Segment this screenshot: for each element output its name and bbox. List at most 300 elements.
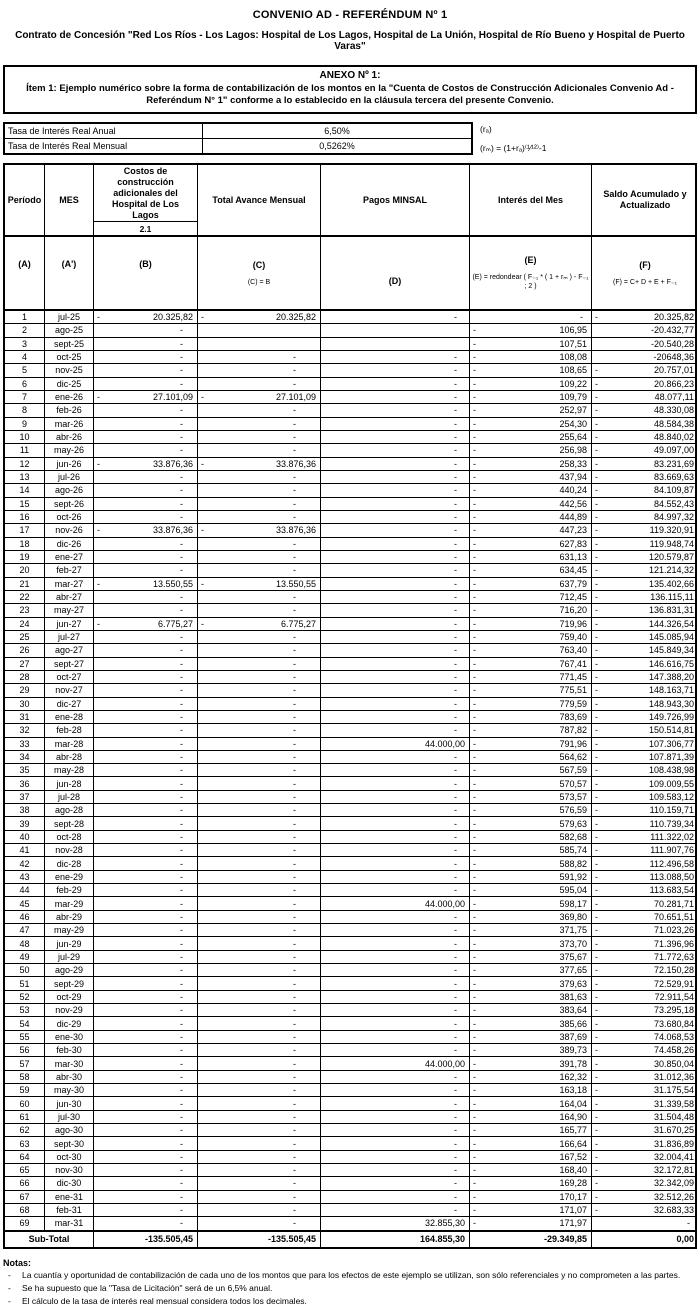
cell-avance: - xyxy=(198,897,321,909)
cell-saldo: - 84.997,32 xyxy=(595,512,694,523)
cell-saldo: - 72.150,28 xyxy=(595,965,694,976)
cell-costos: - xyxy=(94,418,198,430)
rate-annual-label: Tasa de Interés Real Anual xyxy=(5,124,203,138)
cell-periodo: 47 xyxy=(5,924,45,936)
cell-costos: - xyxy=(94,711,198,723)
letter-a: (A) xyxy=(5,237,45,309)
table-row xyxy=(5,1217,695,1229)
cell-pagos: - xyxy=(321,831,470,843)
cell-avance: - 33.876,36 xyxy=(198,458,321,470)
cell-avance: - xyxy=(198,911,321,923)
cell-costos: - xyxy=(94,871,198,883)
cell-mes: nov-28 xyxy=(45,844,94,856)
cell-pagos: - xyxy=(321,1137,470,1149)
cell-mes: jul-28 xyxy=(45,791,94,803)
cell-pagos: - xyxy=(321,751,470,763)
cell-avance: - xyxy=(198,484,321,496)
cell-interes: - 787,82 xyxy=(470,724,592,736)
cell-saldo: -20648,36 xyxy=(653,352,694,363)
cell-pagos: - xyxy=(321,698,470,710)
cell-saldo: - 49.097,00 xyxy=(595,445,694,456)
cell-pagos: - xyxy=(321,471,470,483)
cell-avance: - xyxy=(198,471,321,483)
cell-mes: jul-26 xyxy=(45,471,94,483)
cell-costos: - xyxy=(94,911,198,923)
cell-avance: - xyxy=(198,804,321,816)
table-row xyxy=(5,764,695,777)
cell-saldo: - 109.583,12 xyxy=(595,791,694,802)
cell-avance: - xyxy=(198,444,321,456)
anexo-heading: ANEXO Nº 1: xyxy=(319,70,381,81)
subtotal-row xyxy=(5,1230,695,1247)
cell-interes: - 591,92 xyxy=(470,871,592,883)
table-row xyxy=(5,1084,695,1097)
cell-pagos: - xyxy=(321,924,470,936)
cell-pagos: - xyxy=(321,658,470,670)
cell-costos: - 33.876,36 xyxy=(94,458,198,470)
cell-saldo: - 136.115,11 xyxy=(595,592,694,603)
cell-costos: - xyxy=(94,538,198,550)
cell-periodo: 42 xyxy=(5,857,45,869)
cell-costos: - xyxy=(94,671,198,683)
cell-interes: - 162,32 xyxy=(470,1071,592,1083)
rates-section xyxy=(3,122,697,155)
cell-periodo: 16 xyxy=(5,511,45,523)
cell-interes: - 387,69 xyxy=(470,1031,592,1043)
letter-e: (E) (E) = redondear ( F₋₁ * ( 1 + rₘ ) - F₋₁ ; 2 ) xyxy=(470,237,592,309)
cell-mes: nov-29 xyxy=(45,1004,94,1016)
cell-mes: jun-26 xyxy=(45,458,94,470)
cell-avance: - xyxy=(198,538,321,550)
cell-saldo: - 121.214,32 xyxy=(595,565,694,576)
cell-periodo: 33 xyxy=(5,738,45,750)
cell-saldo: - 32.004,41 xyxy=(595,1151,694,1162)
cell-saldo: - 74.068,53 xyxy=(595,1031,694,1042)
cell-periodo: 6 xyxy=(5,378,45,390)
cell-saldo: - 48.840,02 xyxy=(595,432,694,443)
cell-periodo: 32 xyxy=(5,724,45,736)
cell-interes: - 167,52 xyxy=(470,1151,592,1163)
cell-costos: - 6.775,27 xyxy=(94,618,198,630)
table-row xyxy=(5,1017,695,1030)
cell-saldo: - 136.831,31 xyxy=(595,605,694,616)
cell-avance: - xyxy=(198,1164,321,1176)
cell-interes: - 585,74 xyxy=(470,844,592,856)
cell-costos: - xyxy=(94,1084,198,1096)
cell-costos: - xyxy=(94,431,198,443)
cell-pagos: 44.000,00 xyxy=(321,738,470,750)
cell-mes: mar-29 xyxy=(45,897,94,909)
cell-interes: - 254,30 xyxy=(470,418,592,430)
cell-mes: feb-28 xyxy=(45,724,94,736)
cell-mes: jul-25 xyxy=(45,311,94,323)
cell-mes: dic-25 xyxy=(45,378,94,390)
cell-saldo: - 148.163,71 xyxy=(595,685,694,696)
cell-pagos xyxy=(321,338,470,350)
cell-avance: - xyxy=(198,937,321,949)
cell-interes: - 442,56 xyxy=(470,498,592,510)
cell-periodo: 53 xyxy=(5,1004,45,1016)
table-row xyxy=(5,591,695,604)
cell-pagos: - xyxy=(321,1177,470,1189)
cell-costos: - 13.550,55 xyxy=(94,578,198,590)
header-costos xyxy=(94,165,198,235)
cell-mes: ene-27 xyxy=(45,551,94,563)
cell-periodo: 15 xyxy=(5,498,45,510)
cell-avance: - xyxy=(198,1031,321,1043)
cell-pagos: - xyxy=(321,711,470,723)
cell-costos: - xyxy=(94,1124,198,1136)
cell-periodo: 55 xyxy=(5,1031,45,1043)
cell-avance: - xyxy=(198,591,321,603)
header-interes-mes: Interés del Mes xyxy=(470,165,592,235)
table-row xyxy=(5,871,695,884)
cell-interes: - 106,95 xyxy=(470,324,592,336)
cell-pagos: - xyxy=(321,618,470,630)
cell-pagos: - xyxy=(321,311,470,323)
table-row xyxy=(5,711,695,724)
table-row xyxy=(5,458,695,471)
note-dash: - xyxy=(8,1295,11,1306)
cell-costos: - xyxy=(94,351,198,363)
table-row xyxy=(5,324,695,337)
cell-pagos: - xyxy=(321,1164,470,1176)
cell-saldo: - 71.023,26 xyxy=(595,925,694,936)
cell-costos: - 27.101,09 xyxy=(94,391,198,403)
cell-mes: mar-28 xyxy=(45,738,94,750)
cell-mes: abr-29 xyxy=(45,911,94,923)
cell-periodo: 60 xyxy=(5,1097,45,1109)
cell-pagos: - xyxy=(321,977,470,989)
table-row xyxy=(5,444,695,457)
cell-avance: - xyxy=(198,658,321,670)
cell-saldo: - 48.077,11 xyxy=(595,392,694,403)
cell-mes: may-29 xyxy=(45,924,94,936)
cell-interes: - 385,66 xyxy=(470,1017,592,1029)
table-row xyxy=(5,817,695,830)
cell-periodo: 10 xyxy=(5,431,45,443)
cell-pagos: - xyxy=(321,724,470,736)
subtotal-avance: -135.505,45 xyxy=(198,1232,321,1247)
cell-saldo: - 32.683,33 xyxy=(595,1205,694,1216)
cell-periodo: 22 xyxy=(5,591,45,603)
cell-avance: - 27.101,09 xyxy=(198,391,321,403)
cell-costos: - xyxy=(94,378,198,390)
cell-saldo: -20.540,28 xyxy=(650,338,694,349)
cell-costos: - xyxy=(94,991,198,1003)
cell-mes: abr-27 xyxy=(45,591,94,603)
cell-periodo: 58 xyxy=(5,1071,45,1083)
header-saldo: Saldo Acumulado y Actualizado xyxy=(603,189,687,210)
cell-mes: oct-26 xyxy=(45,511,94,523)
rate-monthly-value: 0,5262% xyxy=(319,141,355,151)
cell-interes: - 107,51 xyxy=(470,338,592,350)
cell-avance: - xyxy=(198,364,321,376)
cell-interes: - 108,08 xyxy=(470,351,592,363)
cell-mes: mar-27 xyxy=(45,578,94,590)
header-pagos-minsal: Pagos MINSAL xyxy=(321,165,470,235)
cell-avance: - xyxy=(198,698,321,710)
cell-pagos: - xyxy=(321,631,470,643)
table-row xyxy=(5,924,695,937)
cell-mes: ene-29 xyxy=(45,871,94,883)
cell-avance: - xyxy=(198,751,321,763)
cell-periodo: 20 xyxy=(5,564,45,576)
cell-periodo: 61 xyxy=(5,1111,45,1123)
rate-annual-value: 6,50% xyxy=(324,126,350,136)
cell-interes: - 163,18 xyxy=(470,1084,592,1096)
cell-mes: mar-31 xyxy=(45,1217,94,1229)
cell-costos: - xyxy=(94,591,198,603)
cell-mes: jul-29 xyxy=(45,951,94,963)
cell-saldo: - 72.911,54 xyxy=(595,991,694,1002)
cell-mes: jun-28 xyxy=(45,777,94,789)
cell-interes: - 759,40 xyxy=(470,631,592,643)
cell-interes: - 779,59 xyxy=(470,698,592,710)
cell-costos: - xyxy=(94,658,198,670)
cell-saldo: - 31.175,54 xyxy=(595,1085,694,1096)
table-row xyxy=(5,844,695,857)
cell-avance: - xyxy=(198,871,321,883)
cell-interes: - 171,07 xyxy=(470,1204,592,1216)
cell-saldo: - 20.757,01 xyxy=(595,365,694,376)
cell-interes: - 170,17 xyxy=(470,1191,592,1203)
cell-interes: - 256,98 xyxy=(470,444,592,456)
letter-f: (F) (F) = C+ D + E + F₋₁ xyxy=(612,259,677,286)
cell-saldo: - 83.669,63 xyxy=(595,472,694,483)
cell-periodo: 69 xyxy=(5,1217,45,1229)
cell-avance: - xyxy=(198,1097,321,1109)
cell-avance: - xyxy=(198,964,321,976)
cell-saldo: - 107.871,39 xyxy=(595,751,694,762)
cell-avance: - xyxy=(198,604,321,616)
cell-periodo: 43 xyxy=(5,871,45,883)
cell-avance: - xyxy=(198,1124,321,1136)
cell-avance: - xyxy=(198,924,321,936)
table-row xyxy=(5,564,695,577)
cell-mes: ago-27 xyxy=(45,644,94,656)
table-row xyxy=(5,1204,695,1217)
cell-periodo: 2 xyxy=(5,324,45,336)
cell-mes: jul-30 xyxy=(45,1111,94,1123)
cell-interes: - 373,70 xyxy=(470,937,592,949)
table-row xyxy=(5,524,695,537)
cell-mes: jun-30 xyxy=(45,1097,94,1109)
cell-interes: - 763,40 xyxy=(470,644,592,656)
cell-avance: - xyxy=(198,738,321,750)
table-row xyxy=(5,698,695,711)
cell-saldo: - 74.458,26 xyxy=(595,1045,694,1056)
cell-avance: - xyxy=(198,817,321,829)
cell-mes: sept-28 xyxy=(45,817,94,829)
cell-avance: - xyxy=(198,1084,321,1096)
cell-avance xyxy=(198,338,321,350)
cell-mes: sept-29 xyxy=(45,977,94,989)
cell-saldo: - 83.231,69 xyxy=(595,458,694,469)
cell-costos: - xyxy=(94,791,198,803)
cell-periodo: 25 xyxy=(5,631,45,643)
cell-periodo: 35 xyxy=(5,764,45,776)
table-row xyxy=(5,511,695,524)
cell-costos: - xyxy=(94,1217,198,1229)
table-row xyxy=(5,791,695,804)
cell-avance: - xyxy=(198,1191,321,1203)
cell-interes: - 379,63 xyxy=(470,977,592,989)
table-row xyxy=(5,937,695,950)
cell-mes: abr-30 xyxy=(45,1071,94,1083)
cell-avance: - xyxy=(198,1204,321,1216)
anexo-item-text: Ítem 1: Ejemplo numérico sobre la forma de contabilización de los montos en la "Cuenta de Costos de Construcción Adicionales Convenio Ad - Referéndum N° 1" conforme a lo establecido en la cláusula tercera del presente Convenio. xyxy=(26,83,674,106)
cell-costos: - xyxy=(94,844,198,856)
cell-saldo: - 147.388,20 xyxy=(595,672,694,683)
table-row xyxy=(5,1071,695,1084)
formula-e: (E) = redondear ( F₋₁ * ( 1 + rₘ ) - F₋₁ ; 2 ) xyxy=(472,274,589,290)
cell-costos: - xyxy=(94,977,198,989)
cell-interes: - 169,28 xyxy=(470,1177,592,1189)
cell-mes: jun-27 xyxy=(45,618,94,630)
cell-mes: oct-29 xyxy=(45,991,94,1003)
cell-interes: - 791,96 xyxy=(470,738,592,750)
cell-mes: nov-27 xyxy=(45,684,94,696)
cell-saldo: - 84.109,87 xyxy=(595,485,694,496)
cell-mes: abr-28 xyxy=(45,751,94,763)
cell-periodo: 50 xyxy=(5,964,45,976)
cell-mes: sept-26 xyxy=(45,498,94,510)
header-total-avance: Total Avance Mensual xyxy=(198,165,321,235)
cell-periodo: 26 xyxy=(5,644,45,656)
cell-interes: - 375,67 xyxy=(470,951,592,963)
cell-costos: - xyxy=(94,804,198,816)
cell-mes: may-26 xyxy=(45,444,94,456)
table-row xyxy=(5,1004,695,1017)
cell-costos: - xyxy=(94,364,198,376)
cell-saldo: - 119.948,74 xyxy=(595,538,694,549)
cell-mes: ene-30 xyxy=(45,1031,94,1043)
cell-interes: - 598,17 xyxy=(470,897,592,909)
cell-costos: - xyxy=(94,444,198,456)
cell-periodo: 66 xyxy=(5,1177,45,1189)
cell-interes: - 767,41 xyxy=(470,658,592,670)
table-row xyxy=(5,1177,695,1190)
notes-section xyxy=(3,1258,697,1307)
cell-saldo: - 120.579,87 xyxy=(595,552,694,563)
cell-periodo: 57 xyxy=(5,1057,45,1069)
cell-costos: - xyxy=(94,738,198,750)
cell-costos: - xyxy=(94,1204,198,1216)
cell-mes: jun-29 xyxy=(45,937,94,949)
cell-costos: - 33.876,36 xyxy=(94,524,198,536)
cell-saldo: - 135.402,66 xyxy=(595,578,694,589)
subtotal-saldo: 0,00 xyxy=(676,1234,694,1245)
cell-mes: ago-26 xyxy=(45,484,94,496)
cell-periodo: 59 xyxy=(5,1084,45,1096)
cell-mes: ago-30 xyxy=(45,1124,94,1136)
cell-mes: nov-26 xyxy=(45,524,94,536)
header-periodo: Período xyxy=(5,165,45,235)
table-row xyxy=(5,311,695,324)
table-row xyxy=(5,1191,695,1204)
cell-interes: - 164,04 xyxy=(470,1097,592,1109)
cell-saldo: - 31.836,89 xyxy=(595,1138,694,1149)
cell-saldo: - 111.322,02 xyxy=(595,831,694,842)
cell-interes: - 712,45 xyxy=(470,591,592,603)
cell-mes: feb-27 xyxy=(45,564,94,576)
cell-pagos: - xyxy=(321,791,470,803)
cell-avance: - xyxy=(198,844,321,856)
cell-costos: - xyxy=(94,1004,198,1016)
cell-mes: ene-26 xyxy=(45,391,94,403)
cell-periodo: 24 xyxy=(5,618,45,630)
cell-costos: - 20.325,82 xyxy=(94,311,198,323)
cell-avance: - xyxy=(198,764,321,776)
cell-mes: feb-26 xyxy=(45,404,94,416)
cell-saldo: - 31.012,36 xyxy=(595,1071,694,1082)
document-page xyxy=(3,0,697,1307)
cell-pagos: - xyxy=(321,404,470,416)
table-row xyxy=(5,431,695,444)
cell-mes: ene-28 xyxy=(45,711,94,723)
cell-avance: - xyxy=(198,831,321,843)
cell-costos: - xyxy=(94,1137,198,1149)
table-row xyxy=(5,658,695,671)
cell-avance: - xyxy=(198,1177,321,1189)
cell-avance: - xyxy=(198,684,321,696)
cell-mes: mar-30 xyxy=(45,1057,94,1069)
table-row xyxy=(5,1151,695,1164)
cell-pagos: - xyxy=(321,364,470,376)
cell-pagos: - xyxy=(321,777,470,789)
table-row xyxy=(5,351,695,364)
cell-interes: - 168,40 xyxy=(470,1164,592,1176)
cell-avance: - xyxy=(198,711,321,723)
cell-avance: - xyxy=(198,1217,321,1229)
cell-interes: - 165,77 xyxy=(470,1124,592,1136)
cell-mes: ago-29 xyxy=(45,964,94,976)
cell-costos: - xyxy=(94,857,198,869)
table-row xyxy=(5,831,695,844)
cell-avance: - xyxy=(198,777,321,789)
cell-saldo: - 31.339,58 xyxy=(595,1098,694,1109)
cell-mes: ago-28 xyxy=(45,804,94,816)
cell-pagos: - xyxy=(321,391,470,403)
cell-costos: - xyxy=(94,751,198,763)
cell-costos: - xyxy=(94,1177,198,1189)
cell-avance: - xyxy=(198,951,321,963)
cell-periodo: 41 xyxy=(5,844,45,856)
cell-costos: - xyxy=(94,724,198,736)
cell-saldo: - 32.172,81 xyxy=(595,1165,694,1176)
cell-costos: - xyxy=(94,484,198,496)
cell-interes: - 576,59 xyxy=(470,804,592,816)
cell-interes: - 719,96 xyxy=(470,618,592,630)
table-row xyxy=(5,804,695,817)
cell-saldo: - 110.159,71 xyxy=(595,805,694,816)
page-title: CONVENIO AD - REFERÉNDUM Nº 1 xyxy=(252,9,448,21)
cell-saldo: - 145.849,34 xyxy=(595,645,694,656)
table-row xyxy=(5,1031,695,1044)
cell-pagos: - xyxy=(321,551,470,563)
cell-interes: - 447,23 xyxy=(470,524,592,536)
rate-row-monthly xyxy=(5,139,471,153)
table-row xyxy=(5,857,695,870)
cell-costos: - xyxy=(94,964,198,976)
cell-interes: - 567,59 xyxy=(470,764,592,776)
cell-pagos: - xyxy=(321,804,470,816)
cell-avance: - 6.775,27 xyxy=(198,618,321,630)
cell-interes: - 369,80 xyxy=(470,911,592,923)
table-row xyxy=(5,644,695,657)
cell-pagos: 44.000,00 xyxy=(321,897,470,909)
